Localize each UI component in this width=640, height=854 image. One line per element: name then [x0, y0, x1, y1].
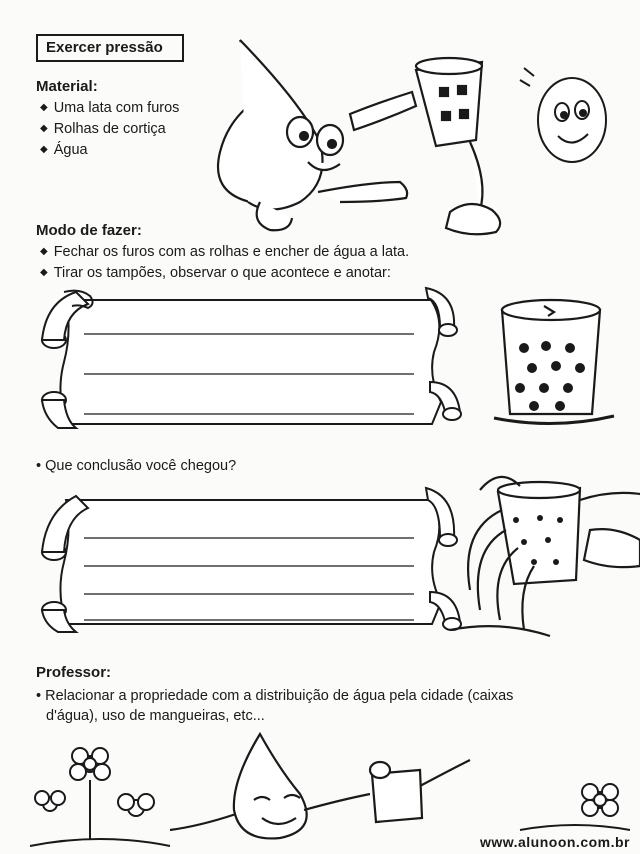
material-item: ◆ Uma lata com furos — [40, 100, 180, 116]
modo-item: ◆ Fechar os furos com as rolhas e encher de água a lata. — [40, 244, 410, 260]
material-heading: Material: — [36, 78, 98, 95]
watering-can-icon — [150, 730, 480, 840]
can-spouting-water-icon — [440, 470, 640, 650]
bullet-icon: ◆ — [40, 123, 48, 134]
page-title: Exercer pressão — [36, 34, 184, 62]
flower-icon — [30, 740, 170, 850]
footer-website: www.alunoon.com.br — [479, 834, 630, 850]
can-with-holes-icon — [416, 58, 500, 234]
smiling-sun-icon — [520, 60, 620, 170]
material-item: ◆ Rolhas de cortiça — [40, 121, 166, 137]
professor-note-line2: d'água), uso de mangueiras, etc... — [46, 708, 265, 724]
question-text: • Que conclusão você chegou? — [36, 458, 237, 474]
water-drop-character-icon — [230, 32, 510, 242]
answer-scroll-1 — [36, 282, 466, 442]
professor-heading: Professor: — [36, 664, 112, 681]
can-with-holes-icon — [494, 296, 614, 426]
bullet-icon: ◆ — [40, 102, 48, 113]
answer-scroll-2 — [36, 482, 466, 642]
modo-heading: Modo de fazer: — [36, 222, 142, 239]
bullet-icon: ◆ — [40, 144, 48, 155]
bullet-icon: ◆ — [40, 246, 48, 257]
material-item: ◆ Água — [40, 142, 88, 158]
professor-note-line1: • Relacionar a propriedade com a distribuição de água pela cidade (caixas — [36, 688, 514, 704]
flower-icon — [520, 770, 630, 840]
bullet-icon: ◆ — [40, 267, 48, 278]
modo-item: ◆ Tirar os tampões, observar o que acontece e anotar: — [40, 265, 391, 281]
